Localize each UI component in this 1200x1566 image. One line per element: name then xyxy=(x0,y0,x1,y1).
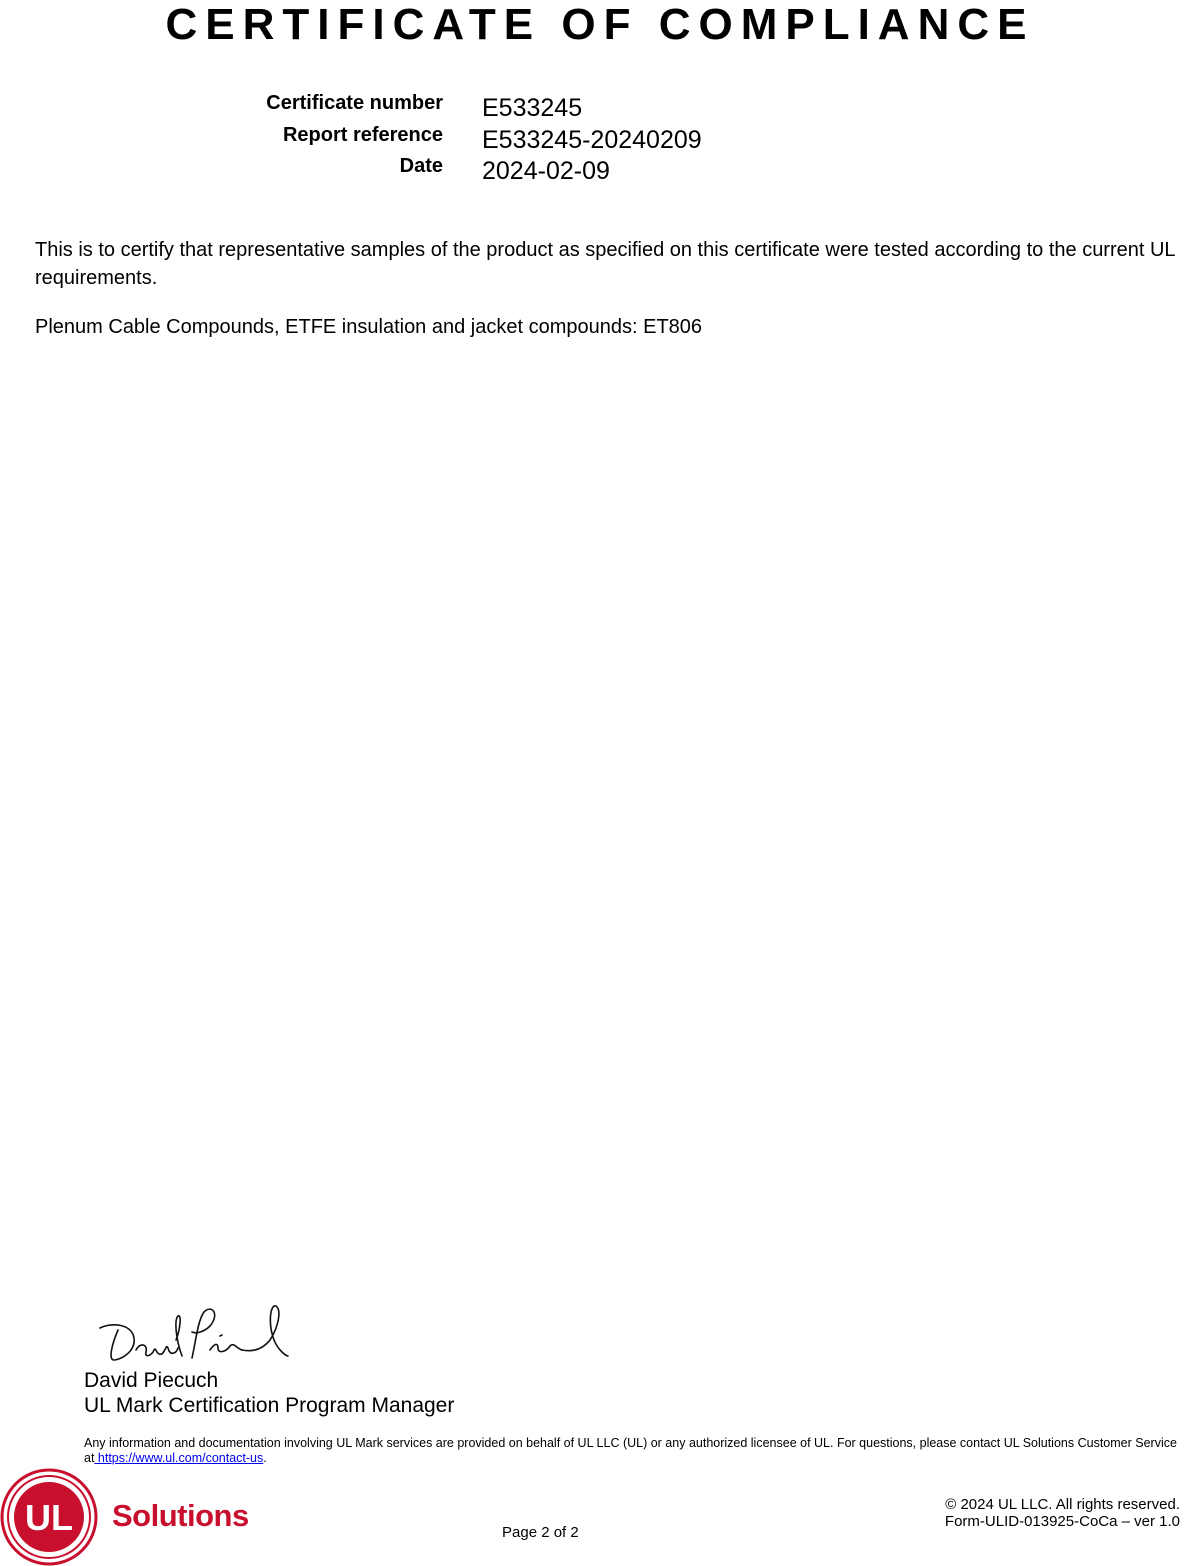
certification-statement: This is to certify that representative samples of the product as specified on this certificate were tested according to the current UL requirements. xyxy=(35,239,1175,289)
signatory-name: David Piecuch xyxy=(84,1369,219,1392)
signatory-role: UL Mark Certification Program Manager xyxy=(84,1394,455,1417)
detail-label: Date xyxy=(399,155,443,177)
disclaimer-end: . xyxy=(263,1451,267,1465)
product-description: Plenum Cable Compounds, ETFE insulation and jacket compounds: ET806 xyxy=(35,316,703,338)
ul-circle-logo-icon xyxy=(0,1468,104,1566)
form-identifier: Form-ULID-013925-CoCa – ver 1.0 xyxy=(944,1513,1180,1530)
detail-label: Report reference xyxy=(282,124,443,146)
disclaimer-text xyxy=(84,1436,1184,1466)
page-number: Page 2 of 2 xyxy=(502,1524,579,1541)
disclaimer-body: Any information and documentation involving UL Mark services are provided on behalf of UL LLC (UL) or any authorized licensee of UL. For questions, please contact UL Solutions Customer Service at xyxy=(84,1436,1177,1465)
detail-label: Certificate number xyxy=(266,92,443,114)
detail-value: E533245 xyxy=(482,94,583,122)
detail-value: 2024-02-09 xyxy=(482,157,610,185)
detail-row-certificate-number xyxy=(0,90,1200,122)
detail-row-date xyxy=(0,153,1200,185)
certificate-title: CERTIFICATE OF COMPLIANCE xyxy=(165,0,1035,49)
logo-lettering: UL xyxy=(25,1497,73,1538)
contact-us-link[interactable]: https://www.ul.com/contact-us xyxy=(94,1451,264,1465)
detail-row-report-reference xyxy=(0,122,1200,154)
ul-solutions-wordmark: Solutions xyxy=(112,1498,249,1533)
copyright-notice: © 2024 UL LLC. All rights reserved. xyxy=(945,1496,1180,1513)
signature-image xyxy=(92,1300,292,1370)
detail-value: E533245-20240209 xyxy=(482,126,702,154)
